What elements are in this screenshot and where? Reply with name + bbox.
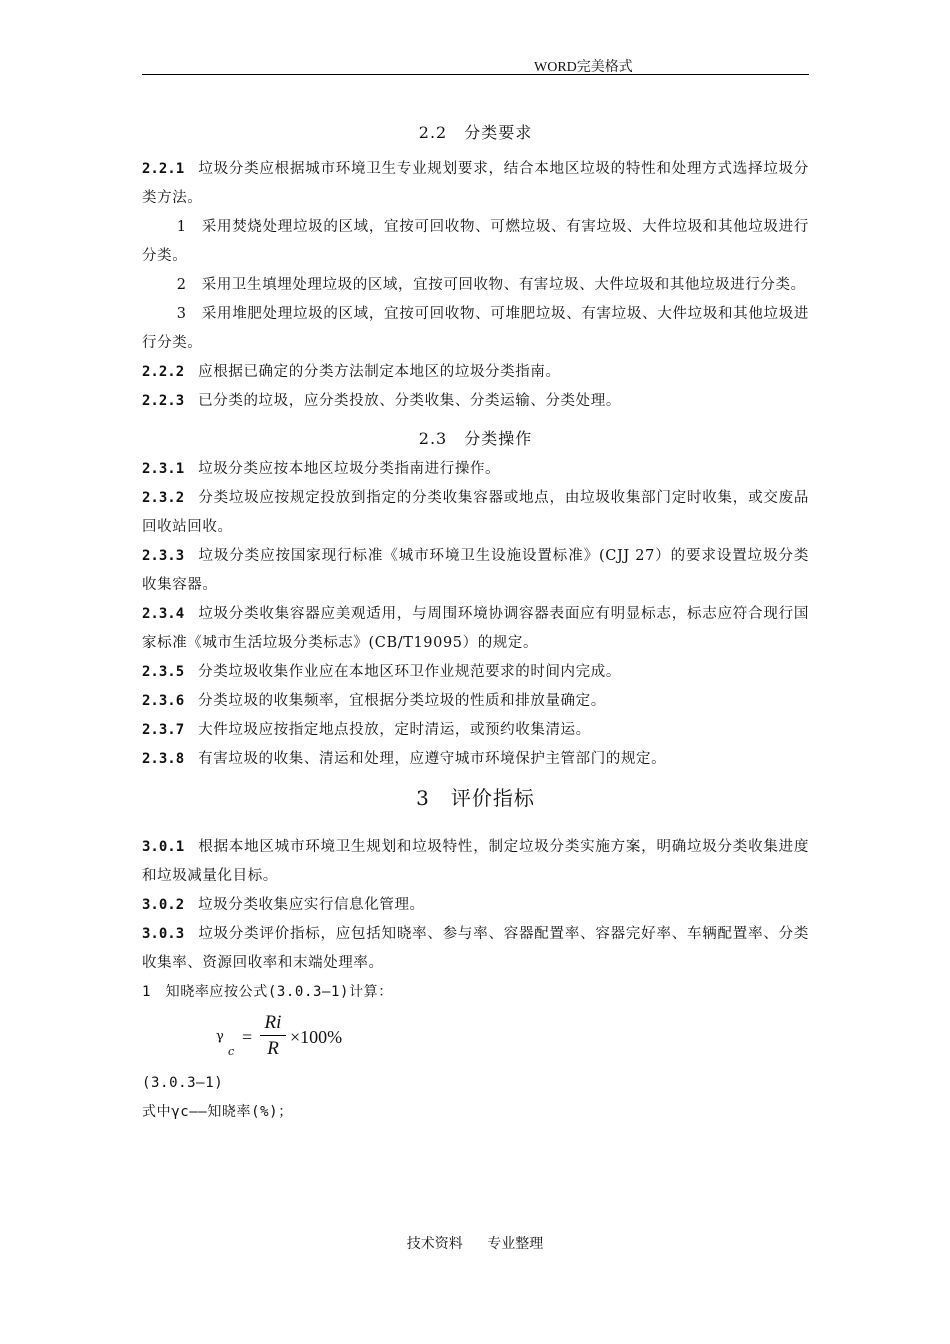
- list-item: 1 采用焚烧处理垃圾的区域，宜按可回收物、可燃垃圾、有害垃圾、大件垃圾和其他垃圾进行分类。: [142, 219, 809, 264]
- formula-multiplier: ×100%: [290, 1027, 343, 1047]
- clause-paragraph: [142, 891, 809, 920]
- clause-number: 2.3.6: [142, 693, 185, 709]
- clause-number: 3.0.2: [142, 897, 185, 913]
- clause-number: 2.3.4: [142, 606, 185, 622]
- formula-text: 式中γc——知晓率(%)；: [142, 1104, 293, 1120]
- clause-paragraph: [142, 745, 809, 774]
- clause-number: 3.0.1: [142, 839, 185, 855]
- clause-text: 有害垃圾的收集、清运和处理，应遵守城市环境保护主管部门的规定。: [198, 751, 667, 767]
- clause-paragraph: [142, 716, 809, 745]
- formula-numerator: Ri: [260, 1011, 286, 1036]
- clause-text: 根据本地区城市环境卫生规划和垃圾特性，制定垃圾分类实施方案，明确垃圾分类收集进度和垃圾减量化目标。: [142, 839, 809, 884]
- document-body: [142, 120, 809, 1127]
- chapter-title: 3 评价指标: [416, 786, 535, 810]
- page-header: [142, 54, 809, 75]
- clause-paragraph: [142, 687, 809, 716]
- clause-text: 分类垃圾应按规定投放到指定的分类收集容器或地点，由垃圾收集部门定时收集，或交废品回收站回收。: [142, 490, 809, 535]
- formula-equals: =: [242, 1027, 253, 1047]
- footer-left: 技术资料: [406, 1236, 463, 1252]
- clause-paragraph: [142, 358, 809, 387]
- clause-paragraph: [142, 484, 809, 542]
- clause-text: 垃圾分类应根据城市环境卫生专业规划要求，结合本地区垃圾的特性和处理方式选择垃圾分类方法。: [142, 161, 809, 206]
- clause-number: 2.3.1: [142, 461, 185, 477]
- clause-number: 2.3.7: [142, 722, 185, 738]
- formula-gamma: γ: [216, 1029, 224, 1044]
- clause-number: 2.3.5: [142, 664, 185, 680]
- clause-number: 2.2.3: [142, 393, 185, 409]
- clause-paragraph: [142, 155, 809, 213]
- formula-text: 1 知晓率应按公式(3.0.3—1)计算：: [142, 984, 393, 1000]
- formula-fraction: [260, 1011, 286, 1062]
- clause-text: 垃圾分类评价指标，应包括知晓率、参与率、容器配置率、容器完好率、车辆配置率、分类收集率、资源回收率和末端处理率。: [142, 926, 809, 971]
- clause-number: 2.2.2: [142, 364, 185, 380]
- formula-subscript: c: [228, 1045, 235, 1058]
- clause-text: 垃圾分类收集应实行信息化管理。: [198, 897, 425, 913]
- clause-text: 应根据已确定的分类方法制定本地区的垃圾分类指南。: [198, 364, 561, 380]
- clause-paragraph: [142, 387, 809, 416]
- clause-paragraph: [142, 920, 809, 978]
- clause-text: 大件垃圾应按指定地点投放，定时清运，或预约收集清运。: [198, 722, 591, 738]
- formula: [142, 1009, 809, 1069]
- clause-paragraph: [142, 833, 809, 891]
- section-title: 2.2 分类要求: [418, 123, 533, 142]
- clause-number: 2.3.2: [142, 490, 185, 506]
- section-title: 2.3 分类操作: [418, 429, 533, 448]
- clause-text: 已分类的垃圾，应分类投放、分类收集、分类运输、分类处理。: [198, 393, 621, 409]
- clause-number: 3.0.3: [142, 926, 185, 942]
- clause-paragraph: [142, 658, 809, 687]
- clause-paragraph: [142, 542, 809, 600]
- clause-number: 2.3.3: [142, 548, 185, 564]
- clause-text: 分类垃圾的收集频率，宜根据分类垃圾的性质和排放量确定。: [198, 693, 606, 709]
- clause-text: 分类垃圾收集作业应在本地区环卫作业规范要求的时间内完成。: [198, 664, 621, 680]
- clause-text: 垃圾分类应按国家现行标准《城市环境卫生设施设置标准》(CJJ 27）的要求设置垃圾分类收集容器。: [142, 548, 809, 593]
- clause-text: 垃圾分类收集容器应美观适用，与周围环境协调容器表面应有明显标志，标志应符合现行国家标准《城市生活垃圾分类标志》(CB/T19095）的规定。: [142, 606, 809, 651]
- list-item: 3 采用堆肥处理垃圾的区域，宜按可回收物、可堆肥垃圾、有害垃圾、大件垃圾和其他垃圾进行分类。: [142, 306, 809, 351]
- list-item: 2 采用卫生填埋处理垃圾的区域，宜按可回收物、有害垃圾、大件垃圾和其他垃圾进行分类。: [176, 277, 806, 293]
- footer-right: 专业整理: [487, 1236, 544, 1252]
- clause-paragraph: [142, 600, 809, 658]
- page-footer: [0, 1233, 950, 1253]
- header-text: WORD完美格式: [534, 60, 633, 75]
- clause-text: 垃圾分类应按本地区垃圾分类指南进行操作。: [198, 461, 501, 477]
- clause-number: 2.2.1: [142, 161, 185, 177]
- clause-number: 2.3.8: [142, 751, 185, 767]
- formula-text: (3.0.3—1): [142, 1075, 224, 1091]
- clause-paragraph: [142, 455, 809, 484]
- formula-denominator: R: [267, 1038, 279, 1059]
